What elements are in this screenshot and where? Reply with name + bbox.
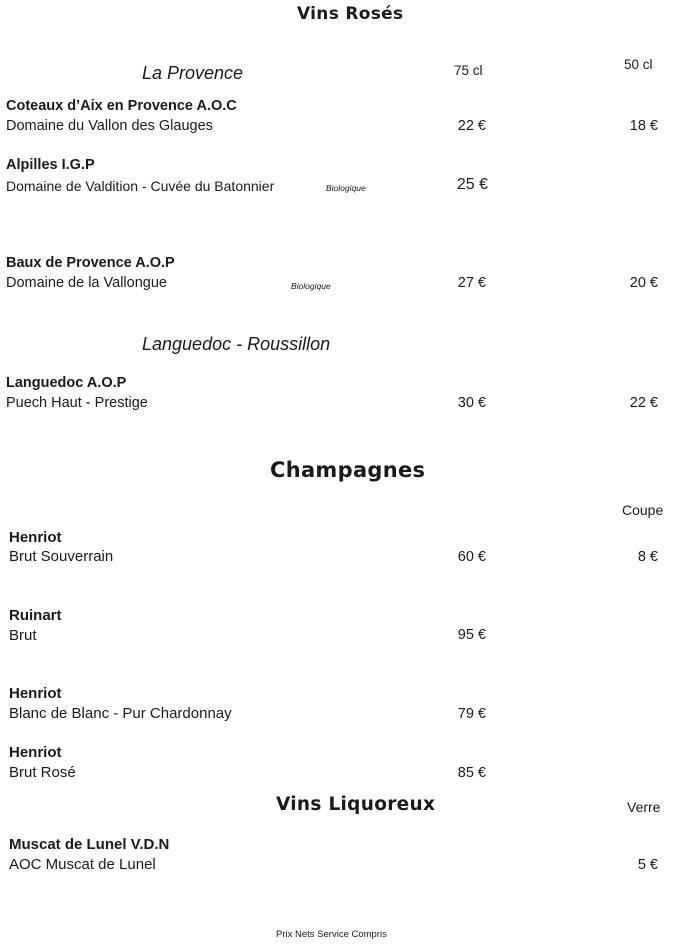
price-75cl: 27 € xyxy=(457,275,486,291)
organic-note: Biologique xyxy=(326,183,366,193)
champagne-name: Henriot xyxy=(9,685,62,702)
liquoreux-name: Muscat de Lunel V.D.N xyxy=(9,836,170,853)
price-coupe: 8 € xyxy=(637,549,658,565)
wine-name: Alpilles I.G.P xyxy=(6,157,95,173)
wine-name: Baux de Provence A.O.P xyxy=(6,255,175,271)
wine-detail: Domaine de la Vallongue xyxy=(6,275,167,291)
price-bottle: 79 € xyxy=(457,706,486,722)
col-verre-header: Verre xyxy=(627,799,661,815)
footer-note: Prix Nets Service Compris xyxy=(276,929,387,940)
price-verre: 5 € xyxy=(637,857,658,873)
col-coupe-header: Coupe xyxy=(622,502,664,518)
champagne-detail: Brut Rosé xyxy=(9,764,76,781)
region-languedoc: Languedoc - Roussillon xyxy=(142,334,331,354)
col-75cl-header: 75 cl xyxy=(454,63,483,78)
wine-detail: Domaine du Vallon des Glauges xyxy=(6,118,213,134)
champagne-name: Henriot xyxy=(9,529,62,546)
price-75cl: 22 € xyxy=(457,118,486,134)
liquoreux-detail: AOC Muscat de Lunel xyxy=(9,856,156,873)
champagne-name: Ruinart xyxy=(9,607,62,624)
price-bottle: 95 € xyxy=(457,627,486,643)
price-bottle: 60 € xyxy=(457,549,486,565)
price-50cl: 18 € xyxy=(629,118,658,134)
price-75cl: 30 € xyxy=(457,395,486,411)
region-provence: La Provence xyxy=(142,63,244,83)
price-50cl: 20 € xyxy=(629,275,658,291)
price-50cl: 22 € xyxy=(629,395,658,411)
col-50cl-header: 50 cl xyxy=(624,57,653,72)
roses-title: Vins Rosés xyxy=(297,4,404,24)
price-75cl: 25 € xyxy=(456,176,488,193)
champagne-name: Henriot xyxy=(9,744,62,761)
wine-name: Languedoc A.O.P xyxy=(6,375,127,391)
liquoreux-title: Vins Liquoreux xyxy=(276,794,436,815)
wine-name: Coteaux d’Aix en Provence A.O.C xyxy=(6,98,237,114)
champagne-detail: Brut xyxy=(9,627,37,644)
organic-note: Biologique xyxy=(291,281,331,291)
wine-detail: Puech Haut - Prestige xyxy=(6,395,148,411)
champagne-detail: Blanc de Blanc - Pur Chardonnay xyxy=(9,705,232,722)
champagne-detail: Brut Souverrain xyxy=(9,548,114,565)
wine-detail: Domaine de Valdition - Cuvée du Batonnier xyxy=(6,178,275,194)
champagnes-title: Champagnes xyxy=(270,458,426,482)
price-bottle: 85 € xyxy=(457,765,486,781)
